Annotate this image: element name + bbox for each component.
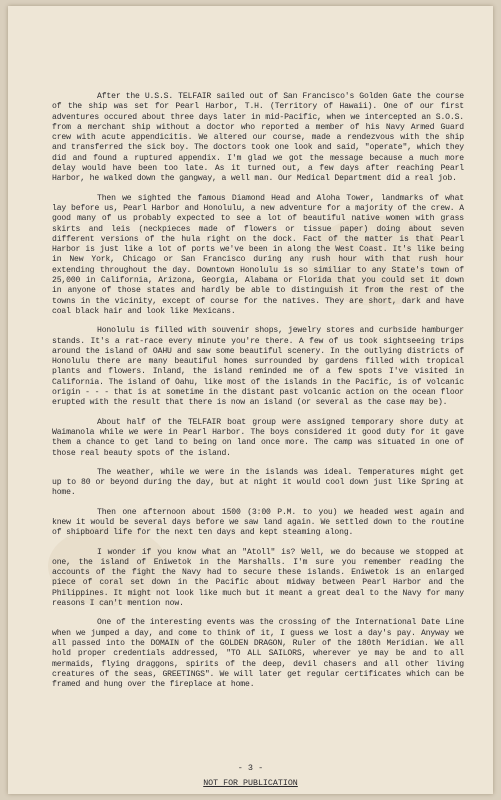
paragraph-text: Honolulu is filled with souvenir shops, jewelry stores and curbside hamburger stands. It's a rat-race every minute you're there. A few of us took sightseeing trips around the island of OAHU and saw some beautiful scenery. In the outlying districts of Honolulu there are many beautiful homes surrounded by gardens filled with tropical plants and flowers. Inland, the island reminded me of a few spots I've visited in California. The island of Oahu, like most of the islands in the Pacific, is of volcanic origin - - - that is at sometime in the distant past volcanic action on the ocean floor erupted with the result that there is now an island (or several as the case may be). — [52, 326, 464, 408]
paragraph-text: I wonder if you know what an "Atoll" is? Well, we do because we stopped at one, the island of Eniwetok in the Marshalls. I'm sure you remember reading the accounts of the fight the Navy had to secure these islands. Eniwetok is an enlarged piece of coral set down in the Pacific about midway between Pearl Harbor and the Philippines. It might not look like much but it meant a great deal to the Navy for many reasons I can't mention now. — [52, 547, 464, 609]
paragraph — [52, 468, 464, 499]
page-number: - 3 - — [237, 763, 264, 773]
paragraph — [52, 508, 464, 539]
paragraph — [52, 92, 464, 185]
paragraph-text: Then we sighted the famous Diamond Head and Aloha Tower, landmarks of what lay before us, Pearl Harbor and Honolulu, a new adventure for a majority of the crew. A good many of us probably expected to see a lot of beautiful native women with grass skirts and leis (neckpieces made of flowers or tissue paper) doing about seven different versions of the hula right on the dock. Fact of the matter is that Pearl Harbor is just like a lot of ports we've been in along the West Coast. It's like being in New York, Chicago or San Francisco during any rush hour with that rush hour extending throughout the day. Downtown Honolulu is so similiar to any State's town of 25,000 in California, Arizona, Georgia, Alabama or Florida that you could set it down in anyone of those states and hardly be able to distinguish it from the rest of the towns in the vicinity, except of course for the natives. They are short, dark and have coal black hair and look like Mexicans. — [52, 193, 464, 316]
paragraph — [52, 618, 464, 690]
paragraph — [52, 326, 464, 408]
paragraph — [52, 548, 464, 610]
footer-notice: NOT FOR PUBLICATION — [203, 779, 298, 788]
paragraph-text: About half of the TELFAIR boat group were assigned temporary shore duty at Waimanola while we were in Pearl Harbor. The boys considered it good duty for it gave them a chance to get land to being on land once more. The camp was situated in one of those real beauty spots of the island. — [52, 417, 464, 458]
paragraph-text: The weather, while we were in the islands was ideal. Temperatures might get up to 80 or beyond during the day, but at night it would cool down just like Spring at home. — [52, 467, 464, 498]
paragraph-text: Then one afternoon about 1500 (3:00 P.M. to you) we headed west again and knew it would be several days before we saw land again. We settled down to the routine of shipboard life for the next ten days and kept steaming along. — [52, 507, 464, 538]
document-page — [8, 6, 493, 794]
paragraph-text: One of the interesting events was the crossing of the International Date Line when we jumped a day, and come to think of it, I guess we lost a day's pay. Anyway we all passed into the DOMAIN of the GOLDEN DRAGON, Ruler of the 180th Meridian. We all hold proper credentials addressed, "TO ALL SAILORS, wherever ye may be and to all mermaids, flying draggons, spirits of the deep, devil chasers and all other living creatures of the seas, GREETINGS". We will later get regular certificates which can be framed and hung over the fireplace at home. — [52, 618, 464, 690]
paragraph-text: After the U.S.S. TELFAIR sailed out of San Francisco's Golden Gate the course of the ship was set for Pearl Harbor, T.H. (Territory of Hawaii). One of our first adventures occured about three days later in mid-Pacific, when we intercepted an S.O.S. from a merchant ship without a doctor who reported a member of his Navy Armed Guard crew with acute appendicitis. We altered our course, made a rendezvous with the ship and transferred the sick boy. The doctors took one look and said, "operate", which they did and found a ruptured appendix. I'm glad we got the message because a much more delay would have been too late. As it turned out, a few days after reaching Pearl Harbor, he walked down the gangway, a well man. Our Medical Department did a real job. — [52, 92, 464, 184]
paragraph — [52, 194, 464, 318]
paragraph — [52, 418, 464, 459]
document-body — [52, 92, 464, 699]
